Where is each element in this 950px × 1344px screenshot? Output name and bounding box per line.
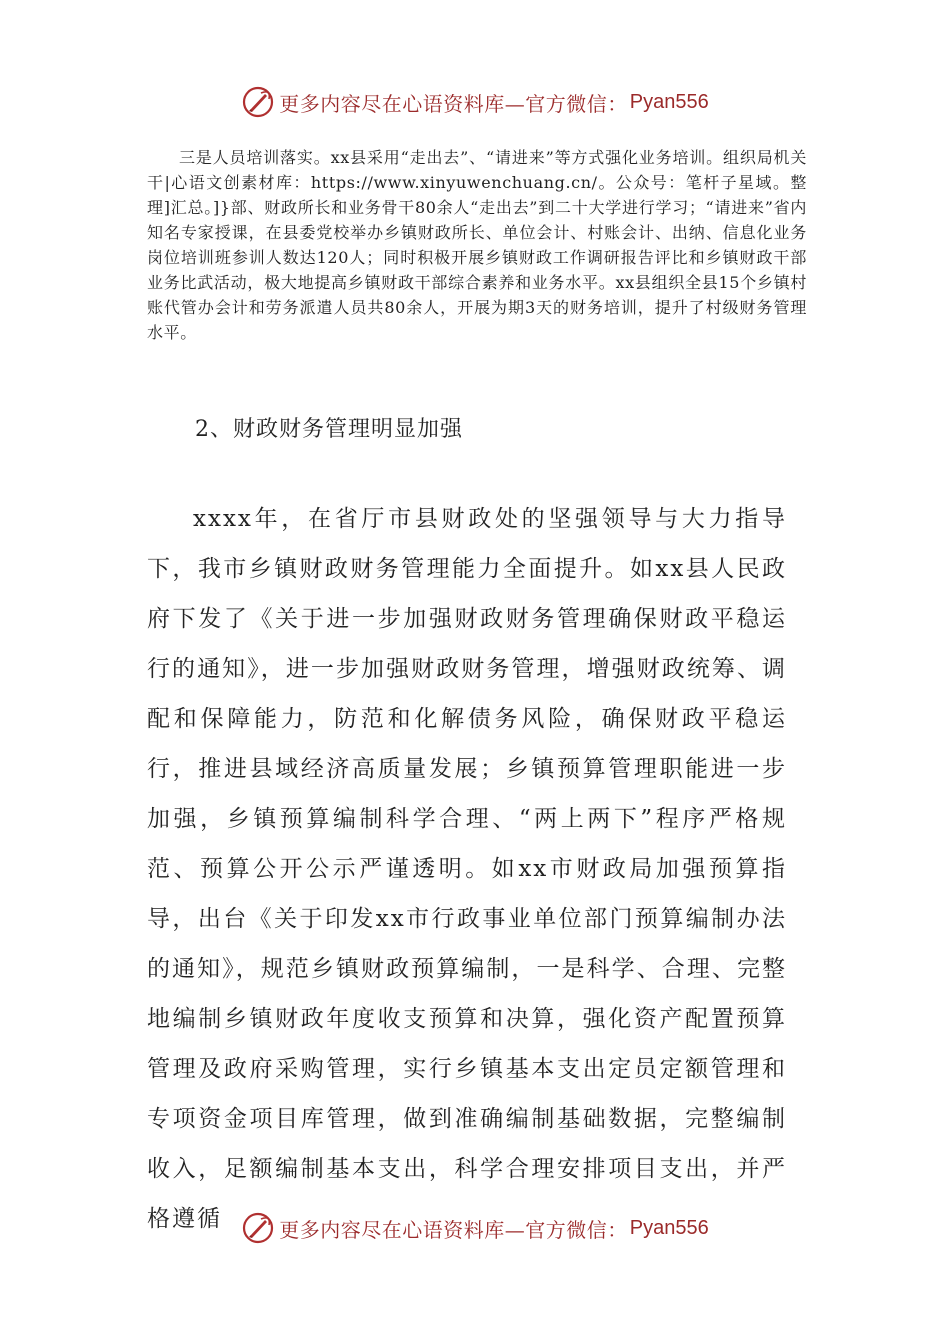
banner-text: 更多内容尽在心语资料库—官方微信：	[279, 1217, 628, 1242]
footer-banner	[0, 1208, 950, 1248]
wechat-handle: Pyan556	[629, 1216, 709, 1239]
header-banner	[0, 82, 950, 122]
quill-pen-icon	[241, 1211, 275, 1245]
training-paragraph: 三是人员培训落实。xx县采用“走出去”、“请进来”等方式强化业务培训。组织局机关干|心语文创素材库：https://www.xinyuwenchuang.cn/。公众号：笔杆子星域。整理]汇总。]}部、财政所长和业务骨干80余人“走出去”到二十大学进行学习；“请进来”省内知名专家授课，在县委党校举办乡镇财政所长、单位会计、村账会计、出纳、信息化业务岗位培训班参训人数达120人；同时积极开展乡镇财政工作调研报告评比和乡镇财政干部业务比武活动，极大地提高乡镇财政干部综合素养和业务水平。xx县组织全县15个乡镇村账代管办会计和劳务派遣人员共80余人，开展为期3天的财务培训，提升了村级财务管理水平。	[147, 148, 807, 342]
finance-management-paragraph: xxxx年，在省厅市县财政处的坚强领导与大力指导下，我市乡镇财政财务管理能力全面提升。如xx县人民政府下发了《关于进一步加强财政财务管理确保财政平稳运行的通知》，进一步加强财政财务管理，增强财政统筹、调配和保障能力，防范和化解债务风险，确保财政平稳运行，推进县域经济高质量发展；乡镇预算管理职能进一步加强，乡镇预算编制科学合理、“两上两下”程序严格规范、预算公开公示严谨透明。如xx市财政局加强预算指导，出台《关于印发xx市行政事业单位部门预算编制办法的通知》，规范乡镇财政预算编制，一是科学、合理、完整地编制乡镇财政年度收支预算和决算，强化资产配置预算管理及政府采购管理，实行乡镇基本支出定员定额管理和专项资金项目库管理，做到准确编制基础数据，完整编制收入，足额编制基本支出，科学合理安排项目支出，并严格遵循	[147, 506, 787, 1232]
quill-pen-icon	[241, 85, 275, 119]
banner-text: 更多内容尽在心语资料库—官方微信：	[279, 91, 628, 116]
section-heading: 2、财政财务管理明显加强	[195, 417, 463, 442]
wechat-handle: Pyan556	[629, 90, 709, 113]
